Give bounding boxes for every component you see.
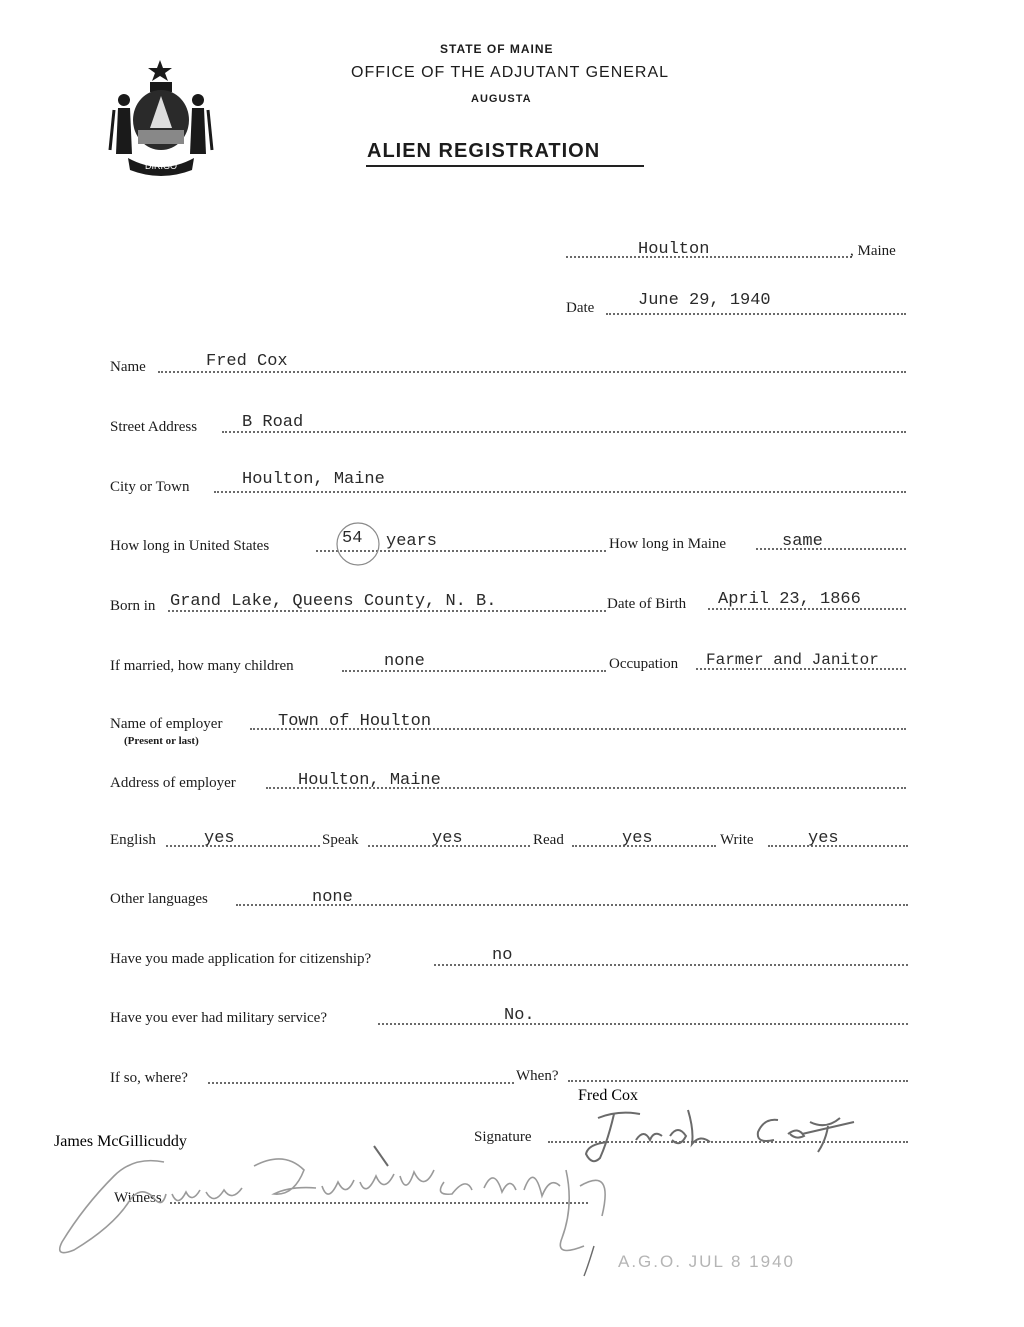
- employer-address-value: Houlton, Maine: [298, 771, 441, 790]
- witness-name: James McGillicuddy: [54, 1133, 187, 1150]
- english-value: yes: [204, 829, 235, 848]
- state-seal-icon: [108, 58, 218, 178]
- when-dots: [568, 1080, 908, 1082]
- other-languages-value: none: [312, 888, 353, 907]
- children-value: none: [384, 652, 425, 671]
- place-value: Houlton: [638, 240, 710, 259]
- signature-label: Signature: [474, 1129, 532, 1145]
- dob-label: Date of Birth: [607, 596, 687, 612]
- write-value: yes: [808, 829, 839, 848]
- street-value: B Road: [242, 413, 304, 432]
- military-dots: [378, 1023, 908, 1025]
- maine-years-label: How long in Maine: [609, 536, 727, 552]
- header-city: AUGUSTA: [471, 93, 532, 105]
- occupation-label: Occupation: [609, 656, 679, 672]
- date-label: Date: [566, 300, 595, 316]
- military-value: No.: [504, 1006, 535, 1025]
- street-label: Street Address: [110, 419, 198, 435]
- page-title: ALIEN REGISTRATION: [367, 140, 601, 162]
- write-label: Write: [720, 832, 754, 848]
- employer-label: Name of employer: [110, 716, 223, 732]
- us-years-label: How long in United States: [110, 538, 270, 554]
- place-suffix: , Maine: [850, 243, 896, 259]
- citizenship-label: Have you made application for citizenship?: [110, 951, 372, 967]
- witness-label: Witness: [114, 1190, 162, 1206]
- title-underline: [366, 165, 644, 167]
- city-value: Houlton, Maine: [242, 470, 385, 489]
- where-label: If so, where?: [110, 1070, 188, 1086]
- english-dots: [166, 845, 320, 847]
- name-label: Name: [110, 359, 146, 375]
- city-dots: [214, 491, 906, 493]
- children-dots: [342, 670, 606, 672]
- where-dots: [208, 1082, 514, 1084]
- read-label: Read: [533, 832, 564, 848]
- speak-label: Speak: [322, 832, 359, 848]
- street-dots: [222, 431, 906, 433]
- employer-sublabel: (Present or last): [124, 735, 199, 747]
- us-years-value: years: [386, 532, 438, 551]
- seal-motto: DIRIGO: [144, 161, 178, 171]
- maine-years-value: same: [782, 532, 823, 551]
- us-years-number: 54: [342, 529, 363, 548]
- when-label: When?: [516, 1068, 559, 1084]
- other-languages-label: Other languages: [110, 891, 208, 907]
- signature-name: Fred Cox: [578, 1087, 638, 1104]
- born-value: Grand Lake, Queens County, N. B.: [170, 592, 497, 611]
- born-label: Born in: [110, 598, 156, 614]
- english-label: English: [110, 832, 156, 848]
- military-label: Have you ever had military service?: [110, 1010, 327, 1026]
- employer-value: Town of Houlton: [278, 712, 432, 731]
- employer-address-label: Address of employer: [110, 775, 236, 791]
- children-label: If married, how many children: [110, 658, 294, 674]
- dob-value: April 23, 1866: [718, 590, 861, 609]
- city-label: City or Town: [110, 479, 190, 495]
- read-value: yes: [622, 829, 653, 848]
- name-dots: [158, 371, 906, 373]
- name-value: Fred Cox: [206, 352, 288, 371]
- occupation-value: Farmer and Janitor: [706, 651, 879, 669]
- received-stamp: A.G.O. JUL 8 1940: [618, 1252, 795, 1271]
- maine-years-dots: [756, 548, 906, 550]
- header-state: STATE OF MAINE: [440, 42, 554, 56]
- speak-value: yes: [432, 829, 463, 848]
- header-office: OFFICE OF THE ADJUTANT GENERAL: [351, 64, 670, 81]
- citizenship-value: no: [492, 946, 513, 965]
- date-value: June 29, 1940: [638, 291, 771, 310]
- date-dots: [606, 313, 906, 315]
